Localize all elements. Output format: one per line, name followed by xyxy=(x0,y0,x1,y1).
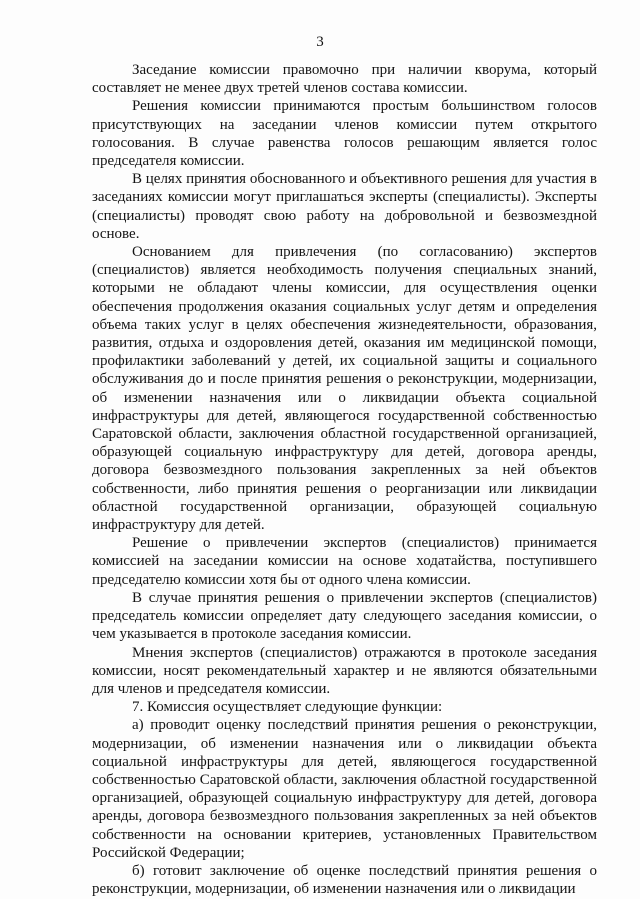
paragraph-quorum: Заседание комиссии правомочно при наличии кворума, который составляет не менее двух третей членов состава комиссии. xyxy=(92,62,597,97)
paragraph-expert-opinions: Мнения экспертов (специалистов) отражаются в протоколе заседания комиссии, носят рекомендательный характер и не являются обязательными для членов и председателя комиссии. xyxy=(92,644,597,697)
paragraph-experts-invitation: В целях принятия обоснованного и объективного решения для участия в заседаниях комиссии могут приглашаться эксперты (специалисты). Эксперты (специалисты) проводят свою работу на добровольной и безвозмездной основе. xyxy=(92,171,597,242)
paragraph-experts-grounds: Основанием для привлечения (по согласованию) экспертов (специалистов) является необходимость получения специальных знаний, которыми не обладают члены комиссии, для осуществления оценки обеспечения продолжения оказания социальных услуг детям и определения объема таких услуг в целях обеспечения жизнедеятельности, образования, развития, отдыха и оздоровления детей, оказания им медицинской помощи, профилактики заболеваний у детей, их социальной защиты и социального обслуживания до и после принятия решения о реконструкции, модернизации, об изменении назначения или о ликвидации объекта социальной инфраструктуры для детей, являющегося государственной собственностью Саратовской области, заключения областной государственной организацией, образующей социальную инфраструктуру для детей, договора аренды, договора безвозмездного пользования закрепленных за ней объектов собственности, либо принятия решения о реорганизации или ликвидации областной государственной организации, образующей социальную инфраструктуру для детей. xyxy=(92,244,597,534)
page-number: 3 xyxy=(316,34,324,50)
document-body xyxy=(92,61,597,898)
paragraph-next-meeting: В случае принятия решения о привлечении экспертов (специалистов) председатель комиссии определяет дату следующего заседания комиссии, о чем указывается в протоколе заседания комиссии. xyxy=(92,589,597,643)
paragraph-experts-decision: Решение о привлечении экспертов (специалистов) принимается комиссией на заседании комиссии на основе ходатайства, поступившего председателю комиссии хотя бы от одного члена комиссии. xyxy=(92,535,597,588)
paragraph-functions-heading: 7. Комиссия осуществляет следующие функции: xyxy=(132,699,443,716)
paragraph-voting: Решения комиссии принимаются простым большинством голосов присутствующих на заседании членов комиссии путем открытого голосования. В случае равенства голосов решающим является голос председателя комиссии. xyxy=(92,98,597,170)
paragraph-function-b: б) готовит заключение об оценке последствий принятия решения о реконструкции, модернизации, об изменении назначения или о ликвидации xyxy=(92,862,597,898)
paragraph-function-a: а) проводит оценку последствий принятия решения о реконструкции, модернизации, об изменении назначения или о ликвидации объекта социальной инфраструктуры для детей, являющегося государственной собственностью Саратовской области, заключения областной государственной организацией, образующей социальную инфраструктуру для детей, договора аренды, договора безвозмездного пользования закрепленных за ней объектов собственности на основании критериев, установленных Правительством Российской Федерации; xyxy=(92,717,597,861)
